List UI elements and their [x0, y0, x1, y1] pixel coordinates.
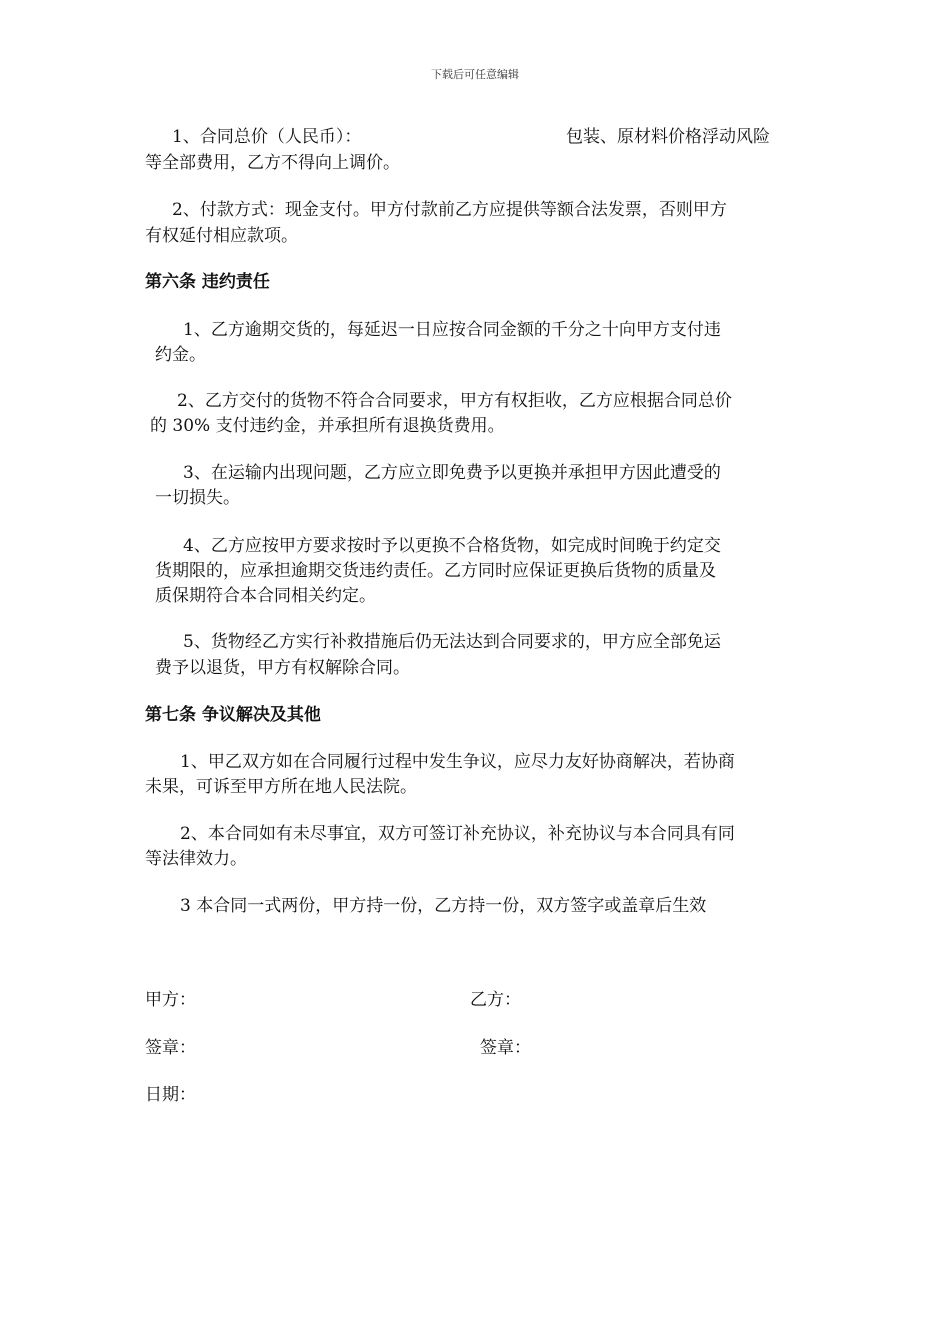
price-clause-label: 1、合同总价（人民币）： — [172, 127, 362, 147]
section-six-title: 第六条 违约责任 — [145, 272, 270, 292]
dispute-item1-line1: 1、甲乙双方如在合同履行过程中发生争议，应尽力友好协商解决，若协商 — [180, 752, 735, 772]
breach-item5-line1: 5、货物经乙方实行补救措施后仍无法达到合同要求的，甲方应全部免运 — [183, 632, 721, 652]
breach-item4-line3: 质保期符合本合同相关约定。 — [155, 586, 376, 606]
breach-item1-line2: 约金。 — [155, 345, 206, 365]
breach-item4-line2: 货期限的，应承担逾期交货违约责任。乙方同时应保证更换后货物的质量及 — [155, 561, 716, 581]
price-clause-risk-text: 包装、原材料价格浮动风险 — [566, 127, 770, 147]
dispute-item3-line1: 3 本合同一式两份，甲方持一份，乙方持一份，双方签字或盖章后生效 — [180, 896, 707, 916]
party-b-label: 乙方： — [470, 990, 521, 1010]
breach-item3-line2: 一切损失。 — [155, 488, 240, 508]
date-label: 日期： — [145, 1085, 196, 1105]
breach-item2-line2: 的 30% 支付违约金，并承担所有退换货费用。 — [150, 416, 505, 436]
seal-a-label: 签章： — [145, 1038, 196, 1058]
payment-clause-line2: 有权延付相应款项。 — [145, 226, 298, 246]
page-header-note: 下载后可任意编辑 — [431, 68, 519, 81]
breach-item3-line1: 3、在运输内出现问题，乙方应立即免费予以更换并承担甲方因此遭受的 — [183, 463, 721, 483]
dispute-item2-line1: 2、本合同如有未尽事宜，双方可签订补充协议，补充协议与本合同具有同 — [180, 824, 735, 844]
breach-item5-line2: 费予以退货，甲方有权解除合同。 — [155, 658, 410, 678]
breach-item4-line1: 4、乙方应按甲方要求按时予以更换不合格货物，如完成时间晚于约定交 — [183, 536, 721, 556]
payment-clause-line1: 2、付款方式：现金支付。甲方付款前乙方应提供等额合法发票，否则甲方 — [172, 200, 727, 220]
dispute-item1-line2: 未果，可诉至甲方所在地人民法院。 — [145, 777, 417, 797]
price-clause-line2: 等全部费用，乙方不得向上调价。 — [145, 153, 400, 173]
dispute-item2-line2: 等法律效力。 — [145, 849, 247, 869]
breach-item2-line1: 2、乙方交付的货物不符合合同要求，甲方有权拒收，乙方应根据合同总价 — [177, 391, 732, 411]
breach-item1-line1: 1、乙方逾期交货的，每延迟一日应按合同金额的千分之十向甲方支付违 — [183, 320, 721, 340]
section-seven-title: 第七条 争议解决及其他 — [145, 705, 321, 725]
seal-b-label: 签章： — [480, 1038, 531, 1058]
party-a-label: 甲方： — [145, 990, 196, 1010]
